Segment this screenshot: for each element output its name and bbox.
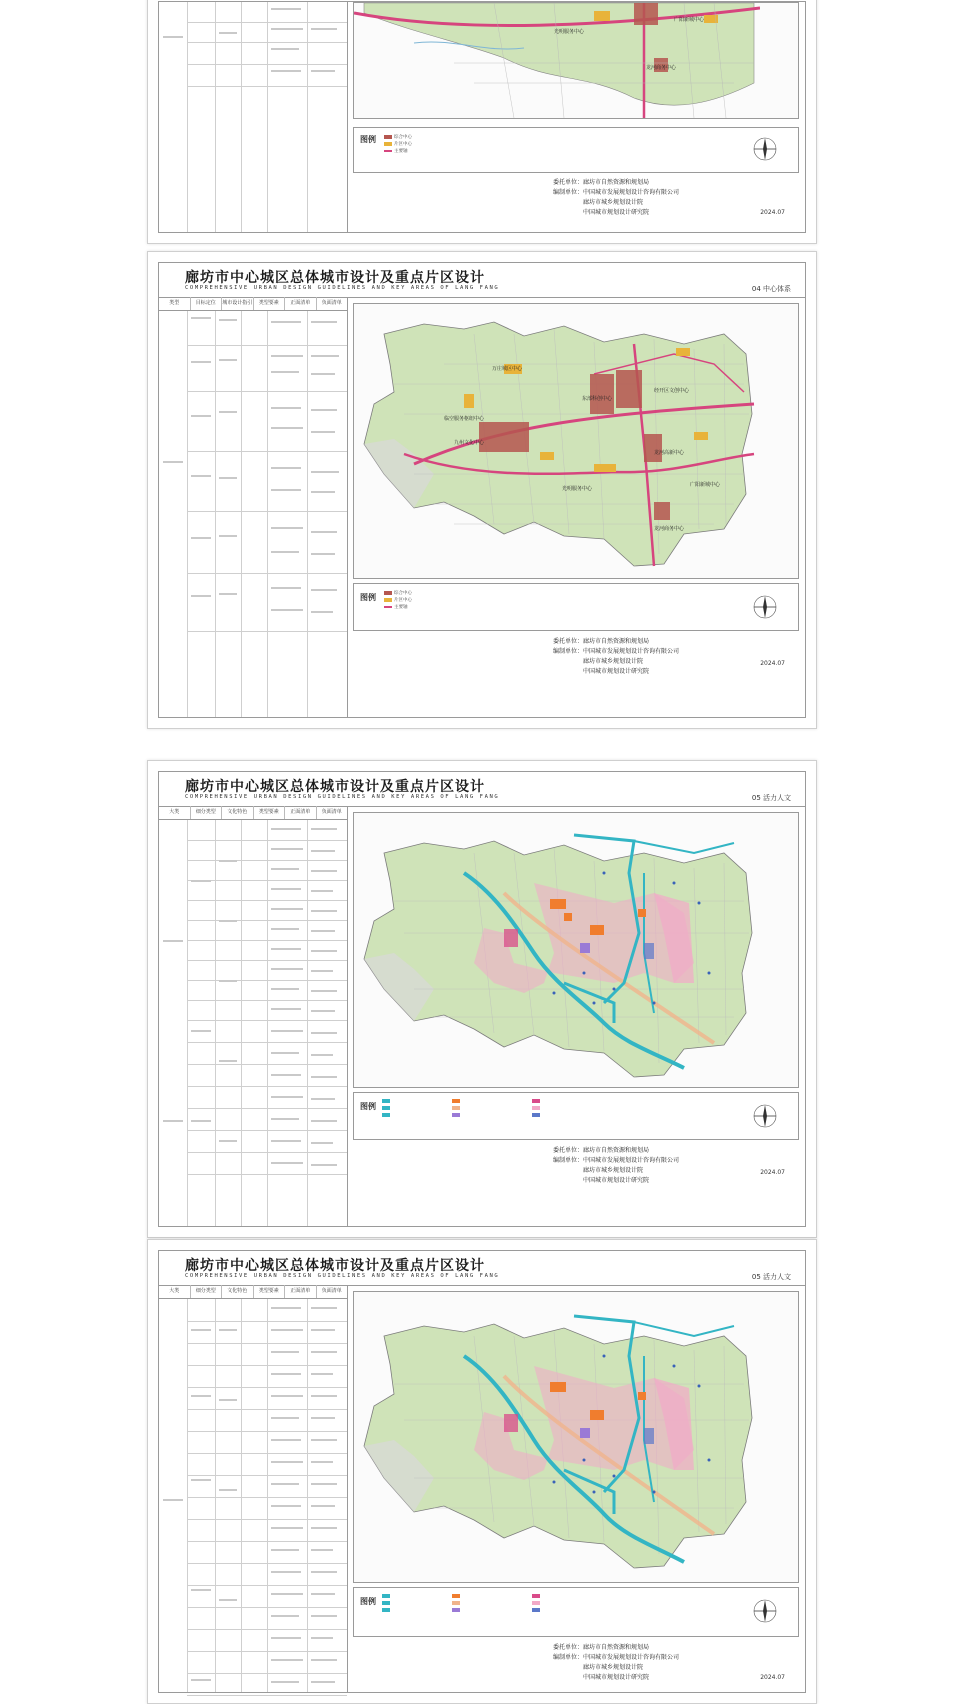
north-arrow-icon: [752, 1598, 778, 1624]
map-panel: [347, 2, 805, 232]
north-arrow-icon: [752, 594, 778, 620]
credit-client: 委托单位：廊坊市自然资源和规划局: [553, 1644, 650, 1651]
legend-swatch: [382, 1106, 392, 1112]
legend-swatch: [532, 1594, 542, 1600]
plan-sheet-1: [147, 0, 817, 244]
culture-vitality-map: [354, 1292, 760, 1582]
sheet-frame: [158, 262, 806, 718]
legend-swatch: [532, 1106, 542, 1112]
legend-item: 综合中心: [384, 590, 412, 596]
legend-item: 综合中心: [384, 134, 412, 140]
map-label-2: 龙河商务中心: [646, 65, 677, 71]
legend-label: 图例: [360, 135, 376, 144]
plan-sheet-3: [147, 760, 817, 1238]
map-label-1: 广阳新城中心: [674, 17, 705, 23]
map-panel: [347, 297, 805, 717]
credit-author: 编制单位：中国城市发展规划设计咨询有限公司: [553, 1654, 680, 1661]
legend-item: 片区中心: [384, 597, 412, 603]
sheet-header: [159, 772, 805, 807]
center-system-map: [354, 304, 760, 578]
credit-author-2: 廊坊市城乡规划设计院: [583, 1167, 644, 1174]
legend-item: 主要轴: [384, 148, 408, 154]
legend-swatch: [452, 1601, 462, 1607]
legend-swatch: [452, 1099, 462, 1105]
legend-label: 图例: [360, 1102, 376, 1111]
plan-date: 2024.07: [760, 1674, 785, 1681]
legend-swatch: [452, 1608, 462, 1614]
map-label-0: 光明服务中心: [554, 29, 585, 35]
legend-box: [353, 583, 799, 631]
credit-author: 编制单位：中国城市发展规划设计咨询有限公司: [553, 648, 680, 655]
map-frame: [353, 303, 799, 579]
legend-item: 主要轴: [384, 604, 408, 610]
credit-author-2: 廊坊市城乡规划设计院: [583, 1664, 644, 1671]
map-frame: [353, 812, 799, 1088]
legend-swatch: [532, 1113, 542, 1119]
credits-block: [353, 1643, 799, 1693]
legend-swatch: [382, 1608, 392, 1614]
map-label-2: 东部科创中心: [582, 396, 613, 402]
credit-author-3: 中国城市规划设计研究院: [583, 209, 650, 216]
legend-label: 图例: [360, 593, 376, 602]
legend-box: [353, 1092, 799, 1140]
legend-swatch: [452, 1106, 462, 1112]
credit-author-3: 中国城市规划设计研究院: [583, 1674, 650, 1681]
legend-swatch: [382, 1099, 392, 1105]
legend-swatch: [532, 1601, 542, 1607]
legend-swatch: [452, 1594, 462, 1600]
culture-vitality-map: [354, 813, 760, 1087]
sheet-frame: [158, 1250, 806, 1693]
north-arrow-icon: [752, 1103, 778, 1129]
sheet-subtitle: COMPREHENSIVE URBAN DESIGN GUIDELINES AND KEY AREAS OF LANG FANG: [185, 794, 500, 800]
map-label-8: 龙河商务中心: [654, 526, 685, 532]
credit-client: 委托单位：廊坊市自然资源和规划局: [553, 1147, 650, 1154]
credits-block: [353, 1146, 799, 1196]
sheet-subtitle: COMPREHENSIVE URBAN DESIGN GUIDELINES AND KEY AREAS OF LANG FANG: [185, 1273, 500, 1279]
north-arrow-icon: [752, 136, 778, 162]
credit-author-2: 廊坊市城乡规划设计院: [583, 658, 644, 665]
legend-swatch: [532, 1608, 542, 1614]
map-label-4: 九州文化中心: [454, 440, 485, 446]
table-header: 类型 目标定位 城市设计指引 类型要素 正面清单 负面清单: [159, 297, 347, 311]
map-panel: [347, 1285, 805, 1692]
credit-author-2: 廊坊市城乡规划设计院: [583, 199, 644, 206]
map-label-1: 经开区文创中心: [654, 388, 690, 394]
map-label-0: 万庄城区中心: [492, 366, 523, 372]
credit-client: 委托单位：廊坊市自然资源和规划局: [553, 179, 650, 186]
credit-client: 委托单位：廊坊市自然资源和规划局: [553, 638, 650, 645]
section-label: 04 中心体系: [751, 285, 791, 293]
map-panel: [347, 806, 805, 1226]
sheet-frame: [158, 771, 806, 1227]
legend-box: [353, 127, 799, 173]
credit-author-3: 中国城市规划设计研究院: [583, 1177, 650, 1184]
section-label: 05 活力人文: [751, 794, 791, 802]
guideline-table: [159, 1285, 348, 1692]
section-label: 05 活力人文: [751, 1273, 791, 1281]
guideline-table: [159, 297, 348, 717]
credit-author-3: 中国城市规划设计研究院: [583, 668, 650, 675]
legend-swatch: [532, 1099, 542, 1105]
credit-author: 编制单位：中国城市发展规划设计咨询有限公司: [553, 1157, 680, 1164]
legend-swatch: [382, 1594, 392, 1600]
sheet-header: [159, 263, 805, 298]
map-frame: [353, 1291, 799, 1583]
plan-date: 2024.07: [760, 660, 785, 667]
plan-sheet-2: [147, 251, 817, 729]
center-system-map: [354, 3, 760, 118]
map-frame: [353, 2, 799, 119]
plan-sheet-4: [147, 1239, 817, 1704]
plan-date: 2024.07: [760, 209, 785, 216]
sheet-title: 廊坊市中心城区总体城市设计及重点片区设计: [185, 270, 485, 286]
legend-box: [353, 1587, 799, 1637]
credits-block: [353, 178, 799, 228]
plan-date: 2024.07: [760, 1169, 785, 1176]
credit-author: 编制单位：中国城市发展规划设计咨询有限公司: [553, 189, 680, 196]
guideline-table: [159, 2, 348, 232]
legend-label: 图例: [360, 1597, 376, 1606]
table-header: 大类 细分类型 文化特色 类型要素 正面清单 负面清单: [159, 806, 347, 820]
legend-swatch: [382, 1601, 392, 1607]
credits-block: [353, 637, 799, 687]
legend-item: 片区中心: [384, 141, 412, 147]
map-label-5: 龙河高新中心: [654, 450, 685, 456]
legend-swatch: [382, 1113, 392, 1119]
map-label-3: 临空服务枢纽中心: [444, 416, 485, 422]
sheet-header: [159, 1251, 805, 1286]
map-label-7: 广阳新城中心: [690, 482, 721, 488]
legend-swatch: [452, 1113, 462, 1119]
guideline-table: [159, 806, 348, 1226]
sheet-title: 廊坊市中心城区总体城市设计及重点片区设计: [185, 1258, 485, 1274]
sheet-frame: [158, 1, 806, 233]
sheet-title: 廊坊市中心城区总体城市设计及重点片区设计: [185, 779, 485, 795]
table-header: 大类 细分类型 文化特色 类型要素 正面清单 负面清单: [159, 1285, 347, 1299]
sheet-subtitle: COMPREHENSIVE URBAN DESIGN GUIDELINES AND KEY AREAS OF LANG FANG: [185, 285, 500, 291]
map-label-6: 光明服务中心: [562, 486, 593, 492]
